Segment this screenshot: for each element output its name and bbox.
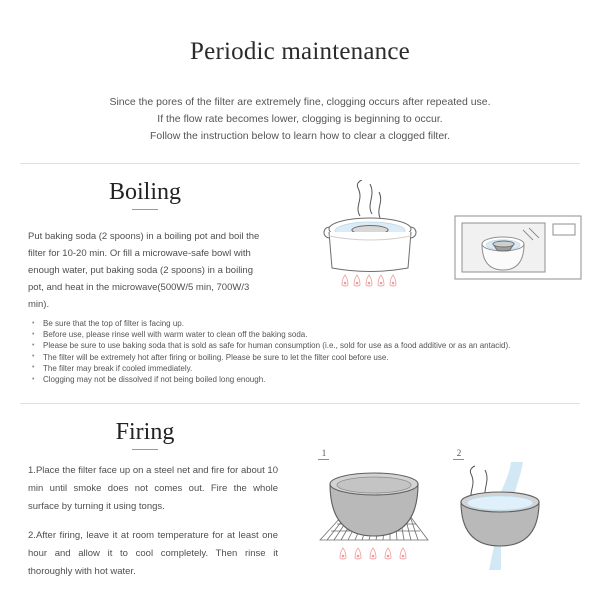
- firing-step-2-number: 2.: [28, 530, 36, 541]
- intro-line-2: If the flow rate becomes lower, clogging is beginning to occur.: [157, 113, 443, 125]
- firing-step1-label: 1: [321, 448, 327, 458]
- boiling-heading-wrap: [0, 180, 290, 210]
- firing-step-2: [28, 527, 278, 581]
- divider-bottom: [20, 403, 580, 404]
- firing-step1-figure: [300, 448, 450, 572]
- list-item: • Clogging may not be dissolved if not being boiled long enough.: [30, 374, 590, 385]
- list-item: • The filter will be extremely hot after firing or boiling. Please be sure to let the filter cool before use.: [30, 352, 590, 363]
- intro-line-1: Since the pores of the filter are extremely fine, clogging occurs after repeated use.: [109, 96, 491, 108]
- boiling-pot-illustration: [302, 180, 452, 295]
- intro-paragraph: [0, 94, 600, 145]
- firing-heading-wrap: [0, 420, 290, 450]
- firing-step-1-number: 1.: [28, 465, 36, 476]
- firing-step2-label-wrap: [453, 448, 465, 460]
- firing-step-1-text: Place the filter face up on a steel net and fire for about 10 min until smoke does not comes out. Fire the whole surface by turning it using tongs.: [28, 465, 278, 512]
- section-boiling: [0, 179, 600, 385]
- boiling-heading-underline: [132, 209, 158, 210]
- firing-steps: [28, 462, 278, 592]
- microwave-figure: [453, 214, 588, 284]
- firing-step2-label-underline: [453, 459, 464, 460]
- list-item: • The filter may break if cooled immediately.: [30, 363, 590, 374]
- page-title: Periodic maintenance: [190, 38, 410, 65]
- firing-step2-label: 2: [456, 448, 462, 458]
- firing-heading: Firing: [115, 419, 175, 445]
- microwave-illustration: [453, 214, 588, 284]
- boiling-body-text: Put baking soda (2 spoons) in a boiling pot and boil the filter for 10-20 min. Or fill a microwave-safe bowl with enough water, put baking soda (2 spoons) in a boiling pot, and heat in the microwave(500W/5 min, 700W/3 min).: [28, 231, 260, 310]
- filter-rinse-illustration: [443, 454, 598, 574]
- firing-step2-figure: [443, 448, 598, 574]
- firing-step1-label-wrap: [318, 448, 330, 460]
- list-item: • Be sure that the top of filter is facing up.: [30, 318, 590, 329]
- firing-step-2-text: After firing, leave it at room temperature for at least one hour and allow it to cool completely. Then rinse it thoroughly with hot water.: [28, 530, 278, 577]
- firing-step-1: [28, 462, 278, 516]
- boiling-heading: Boiling: [108, 179, 181, 205]
- firing-step1-label-underline: [318, 459, 329, 460]
- boiling-pot-figure: [302, 180, 452, 295]
- divider-top: [20, 163, 580, 164]
- list-item: • Please be sure to use baking soda that is sold as safe for human consumption (i.e., sold for use as a food additive or as an antacid).: [30, 340, 590, 351]
- section-firing: [0, 419, 600, 577]
- boiling-bullet-list: [30, 318, 590, 385]
- intro-line-3: Follow the instruction below to learn how to clear a clogged filter.: [150, 130, 450, 142]
- list-item: • Before use, please rinse well with warm water to clean off the baking soda.: [30, 329, 590, 340]
- filter-on-net-illustration: [300, 462, 450, 572]
- firing-heading-underline: [132, 449, 158, 450]
- flame-group: [342, 275, 396, 286]
